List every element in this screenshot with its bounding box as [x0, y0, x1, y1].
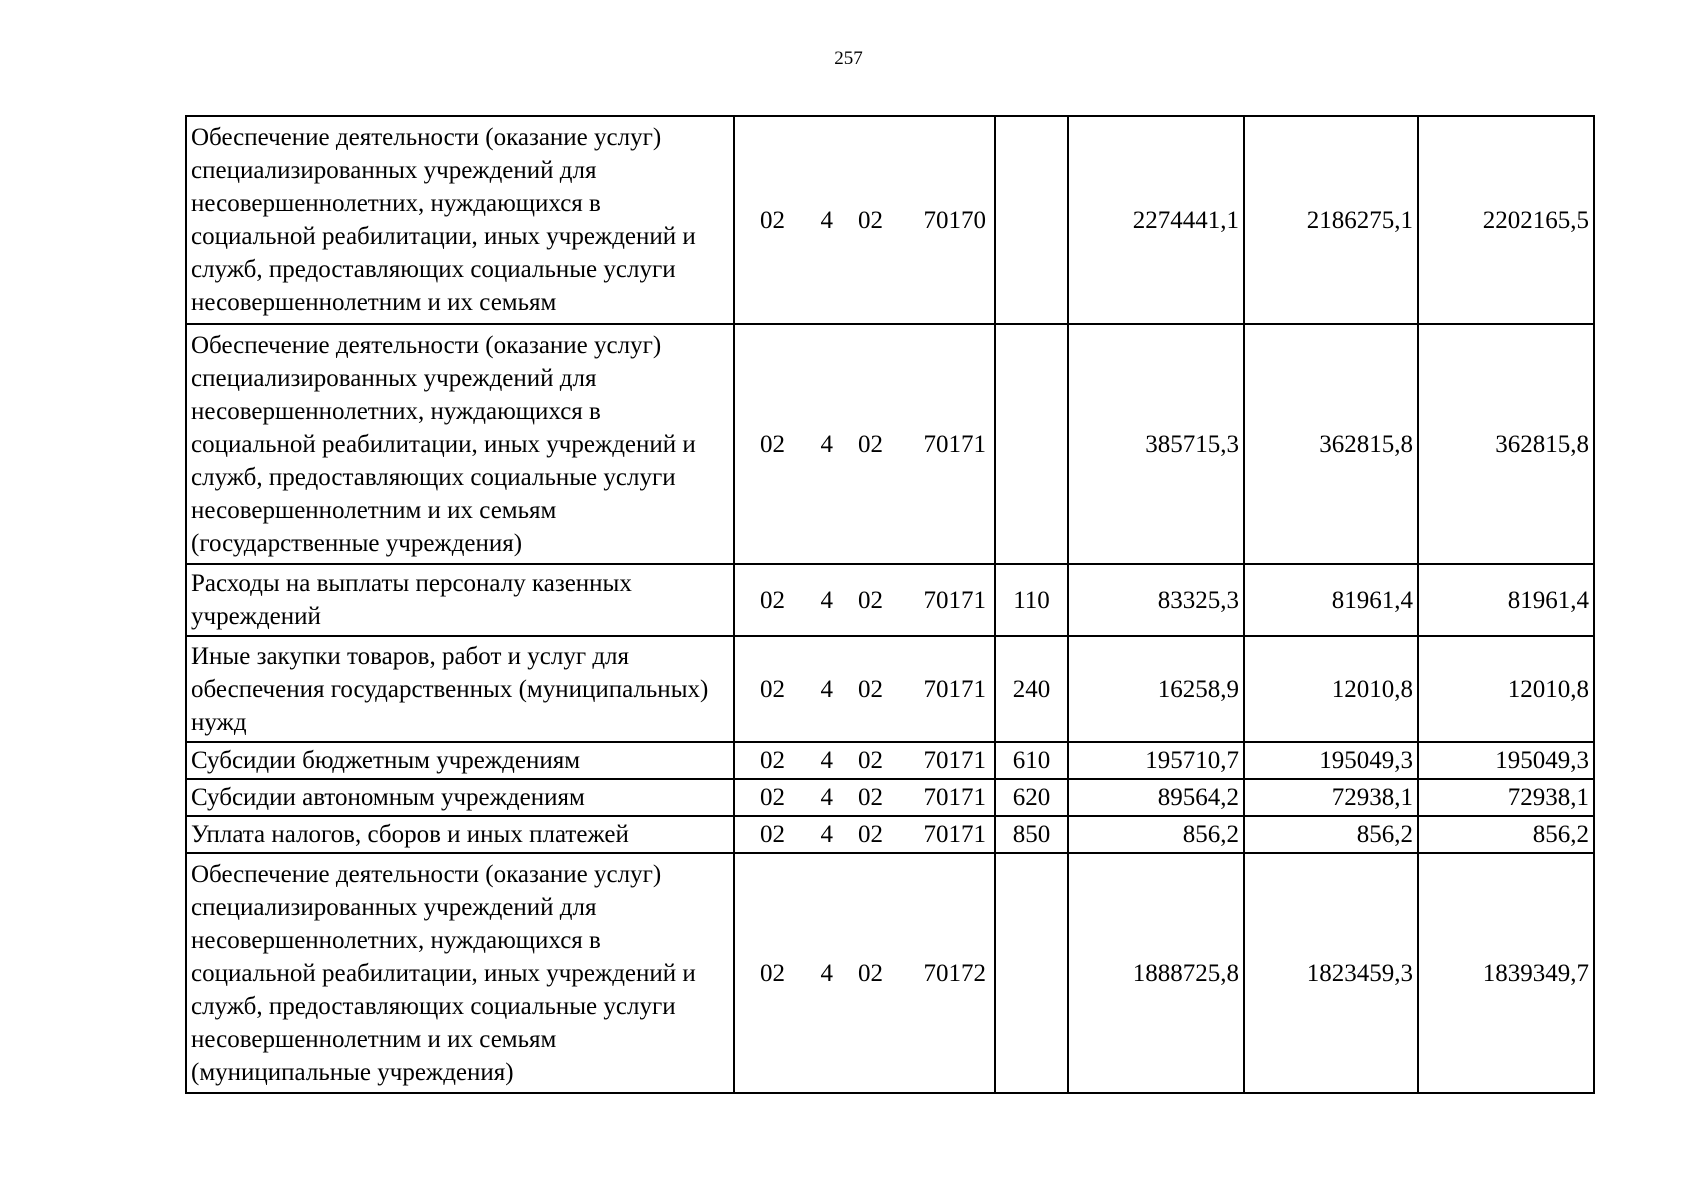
- code-subprogram: 02: [858, 430, 883, 458]
- amount-year-2: 72938,1: [1244, 779, 1418, 816]
- code-subprogram: 02: [858, 784, 883, 811]
- amount-year-1: 385715,3: [1068, 324, 1244, 564]
- table-row: [186, 564, 1594, 636]
- code-subprogram: 02: [858, 747, 883, 774]
- amount-year-3: 195049,3: [1418, 742, 1594, 779]
- row-description: Субсидии автономным учреждениям: [186, 779, 734, 816]
- code-subprogram-type: 4: [820, 675, 833, 703]
- table-row: [186, 324, 1594, 564]
- row-codes: [734, 564, 995, 636]
- page-number: 257: [834, 48, 863, 69]
- code-direction: 70170: [923, 206, 986, 234]
- code-section: 02: [760, 959, 785, 987]
- row-description: Обеспечение деятельности (оказание услуг) специализированных учреждений для несовершеннолетних, нуждающихся в социальной реабилитации, иных учреждений и служб, предоставляющих социальные услуги несовершеннолетним и их семьям (государственные учреждения): [186, 324, 734, 564]
- expense-type: [995, 853, 1068, 1093]
- code-subprogram-type: 4: [820, 430, 833, 458]
- amount-year-1: 2274441,1: [1068, 116, 1244, 324]
- code-subprogram: 02: [858, 821, 883, 848]
- expense-type: 110: [995, 564, 1068, 636]
- row-codes: [734, 116, 995, 324]
- code-direction: 70171: [923, 821, 986, 848]
- code-direction: 70171: [923, 430, 986, 458]
- amount-year-3: 2202165,5: [1418, 116, 1594, 324]
- table-row: [186, 636, 1594, 742]
- code-subprogram: 02: [858, 206, 883, 234]
- amount-year-1: 83325,3: [1068, 564, 1244, 636]
- code-direction: 70171: [923, 747, 986, 774]
- row-description: Расходы на выплаты персоналу казенных учреждений: [186, 564, 734, 636]
- code-subprogram-type: 4: [820, 784, 833, 811]
- amount-year-3: 72938,1: [1418, 779, 1594, 816]
- table-row: [186, 116, 1594, 324]
- code-section: 02: [760, 586, 785, 614]
- code-direction: 70171: [923, 784, 986, 811]
- budget-table: [185, 115, 1595, 1094]
- amount-year-2: 2186275,1: [1244, 116, 1418, 324]
- expense-type: 850: [995, 816, 1068, 853]
- amount-year-1: 1888725,8: [1068, 853, 1244, 1093]
- code-subprogram-type: 4: [820, 747, 833, 774]
- amount-year-2: 81961,4: [1244, 564, 1418, 636]
- amount-year-2: 12010,8: [1244, 636, 1418, 742]
- amount-year-2: 195049,3: [1244, 742, 1418, 779]
- code-section: 02: [760, 430, 785, 458]
- row-description: Уплата налогов, сборов и иных платежей: [186, 816, 734, 853]
- code-section: 02: [760, 747, 785, 774]
- code-subprogram: 02: [858, 586, 883, 614]
- table-row: [186, 779, 1594, 816]
- table-row: [186, 853, 1594, 1093]
- code-subprogram-type: 4: [820, 206, 833, 234]
- row-description: Иные закупки товаров, работ и услуг для обеспечения государственных (муниципальных) нужд: [186, 636, 734, 742]
- row-codes: [734, 636, 995, 742]
- row-description: Обеспечение деятельности (оказание услуг) специализированных учреждений для несовершеннолетних, нуждающихся в социальной реабилитации, иных учреждений и служб, предоставляющих социальные услуги несовершеннолетним и их семьям: [186, 116, 734, 324]
- amount-year-1: 856,2: [1068, 816, 1244, 853]
- table-row: [186, 742, 1594, 779]
- expense-type: 610: [995, 742, 1068, 779]
- code-subprogram-type: 4: [820, 959, 833, 987]
- amount-year-2: 1823459,3: [1244, 853, 1418, 1093]
- amount-year-3: 12010,8: [1418, 636, 1594, 742]
- amount-year-1: 195710,7: [1068, 742, 1244, 779]
- expense-type: 620: [995, 779, 1068, 816]
- table-row: [186, 816, 1594, 853]
- code-subprogram-type: 4: [820, 586, 833, 614]
- expense-type: 240: [995, 636, 1068, 742]
- amount-year-3: 856,2: [1418, 816, 1594, 853]
- row-codes: [734, 816, 995, 853]
- row-codes: [734, 779, 995, 816]
- expense-type: [995, 324, 1068, 564]
- amount-year-1: 16258,9: [1068, 636, 1244, 742]
- row-codes: [734, 853, 995, 1093]
- code-direction: 70172: [923, 959, 986, 987]
- code-subprogram: 02: [858, 675, 883, 703]
- code-section: 02: [760, 675, 785, 703]
- code-subprogram: 02: [858, 959, 883, 987]
- amount-year-2: 856,2: [1244, 816, 1418, 853]
- code-section: 02: [760, 821, 785, 848]
- row-description: Обеспечение деятельности (оказание услуг) специализированных учреждений для несовершеннолетних, нуждающихся в социальной реабилитации, иных учреждений и служб, предоставляющих социальные услуги несовершеннолетним и их семьям (муниципальные учреждения): [186, 853, 734, 1093]
- row-codes: [734, 324, 995, 564]
- code-direction: 70171: [923, 586, 986, 614]
- amount-year-3: 362815,8: [1418, 324, 1594, 564]
- amount-year-1: 89564,2: [1068, 779, 1244, 816]
- code-section: 02: [760, 206, 785, 234]
- row-codes: [734, 742, 995, 779]
- amount-year-2: 362815,8: [1244, 324, 1418, 564]
- code-section: 02: [760, 784, 785, 811]
- code-subprogram-type: 4: [820, 821, 833, 848]
- expense-type: [995, 116, 1068, 324]
- amount-year-3: 1839349,7: [1418, 853, 1594, 1093]
- code-direction: 70171: [923, 675, 986, 703]
- row-description: Субсидии бюджетным учреждениям: [186, 742, 734, 779]
- amount-year-3: 81961,4: [1418, 564, 1594, 636]
